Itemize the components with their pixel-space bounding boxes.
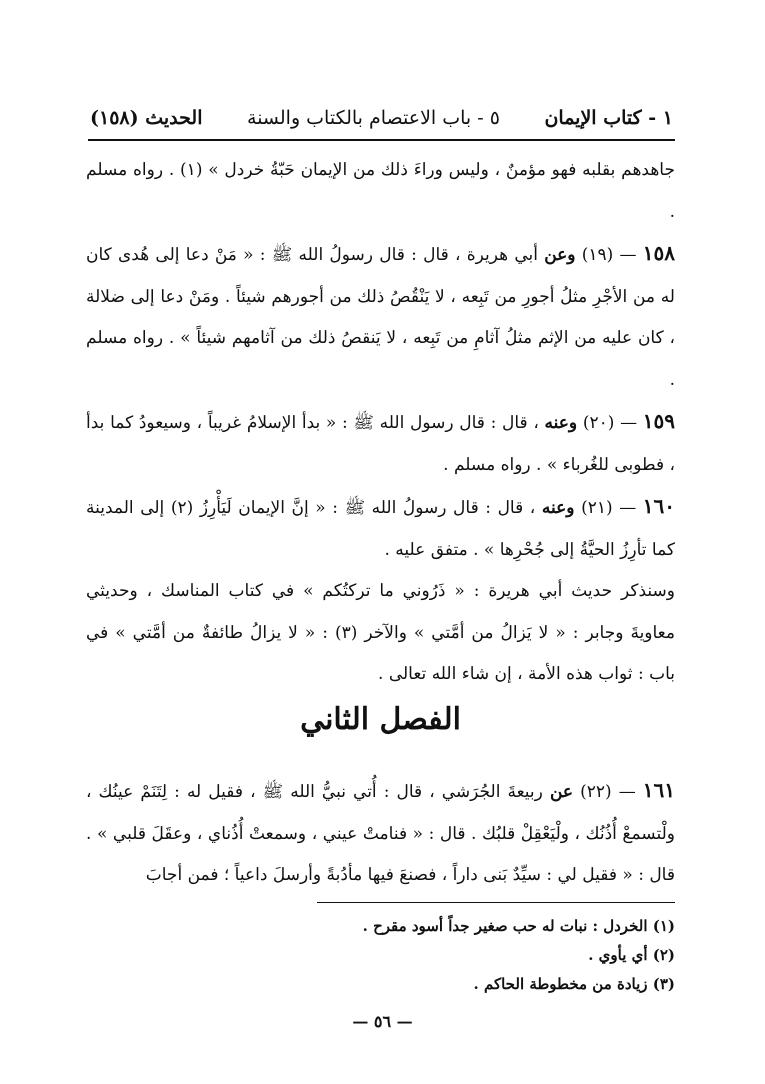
cross-reference-note — [86, 571, 675, 696]
main-text — [86, 150, 675, 696]
section-two-text — [86, 770, 675, 897]
footnote-divider — [317, 902, 675, 903]
hadith-marker: — (٢٠) — [582, 413, 638, 433]
hadith-marker: — (٢١) — [581, 498, 637, 518]
hadith-text: ، قال : قال رسولُ الله ﷺ : « إنَّ الإيمان لَيَأْرِزُ (٢) إلى المدينة كما تأرِزُ الحيَّةُ إلى جُحْرِها » . متفق عليه . — [86, 498, 675, 560]
hadith-161 — [86, 770, 675, 897]
hadith-marker: — (١٩) — [581, 245, 637, 265]
section-title: الفصل الثاني — [300, 702, 461, 737]
paragraph-text: وسنذكر حديث أبي هريرة : « ذَرُوني ما تركتُكم » في كتاب المناسك ، وحديثي معاويةَ وجابر : « لا يَزالُ من أمَّتي » والآخر (٣) : « لا يزالُ طائفةٌ من أمَّتي » في باب : ثواب هذه الأمة ، إن شاء الله تعالى . — [86, 581, 675, 684]
hadith-text: أبي هريرة ، قال : قال رسولُ الله ﷺ : « مَنْ دعا إلى هُدى كان له من الأجْرِ مثلُ أجورِ من تَبِعه ، لا يَنْقُصُ ذلك من أجورهم شيئاً . ومَنْ دعا إلى ضلالة ، كان عليه من الإثم مثلُ آثامِ من تَبِعه ، لا يَنقصُ ذلك من آثامهم شيئاً » . رواه مسلم . — [86, 245, 675, 390]
header-divider — [88, 139, 675, 141]
page-number: — ٥٦ — — [352, 1012, 413, 1031]
hadith-number: ١٥٨ — [642, 241, 676, 265]
hadith-text: ، قال : قال رسول الله ﷺ : « بدأ الإسلامُ غريباً ، وسيعودُ كما بدأ ، فطوبى للغُرباء » . رواه مسلم . — [86, 413, 675, 475]
footnotes — [155, 912, 675, 999]
hadith-159 — [86, 401, 675, 486]
paragraph-continuation — [86, 150, 675, 233]
hadith-number: ١٦١ — [642, 778, 675, 802]
hadith-160 — [86, 486, 675, 571]
hadith-source: وعن — [544, 245, 576, 265]
hadith-source: وعنه — [544, 413, 578, 433]
hadith-text: ربيعةَ الجُرَشي ، قال : أُتي نبيُّ الله ﷺ ، فقيل له : لِتَنَمْ عينُك ، ولْتسمعْ أُذُنُك ، ولْيَعْقِلْ قلبُك . قال : « فنامتْ عيني ، وسمعتْ أُذُناي ، وعقَلَ قلبي » . قال : « فقيل لي : سيِّدٌ بَنى داراً ، فصنعَ فيها مأدُبةً وأرسلَ داعياً ؛ فمن أجابَ — [86, 782, 675, 885]
hadith-source: وعنه — [541, 498, 575, 518]
chapter-label: ٥ - باب الاعتصام بالكتاب والسنة — [247, 107, 500, 129]
hadith-158 — [86, 233, 675, 401]
running-header — [90, 100, 673, 136]
footnote-3: (٣) زيادة من مخطوطة الحاكم . — [473, 975, 675, 993]
hadith-number: ١٦٠ — [642, 494, 676, 518]
hadith-source: عن — [549, 782, 574, 802]
hadith-marker: — (٢٢) — [580, 782, 636, 802]
paragraph-text: جاهدهم بقلبه فهو مؤمنٌ ، وليس وراءَ ذلك من الإيمان حَبّةُ خردل » (١) . رواه مسلم . — [86, 160, 675, 222]
footnote-1: (١) الخردل : نبات له حب صغير جداً أسود مقرح . — [362, 917, 675, 935]
hadith-number: ١٥٩ — [642, 409, 675, 433]
footnote-2: (٢) أي يأوي . — [588, 946, 675, 964]
book-label: ١ - كتاب الإيمان — [544, 107, 673, 129]
hadith-label: الحديث (١٥٨) — [90, 107, 203, 129]
